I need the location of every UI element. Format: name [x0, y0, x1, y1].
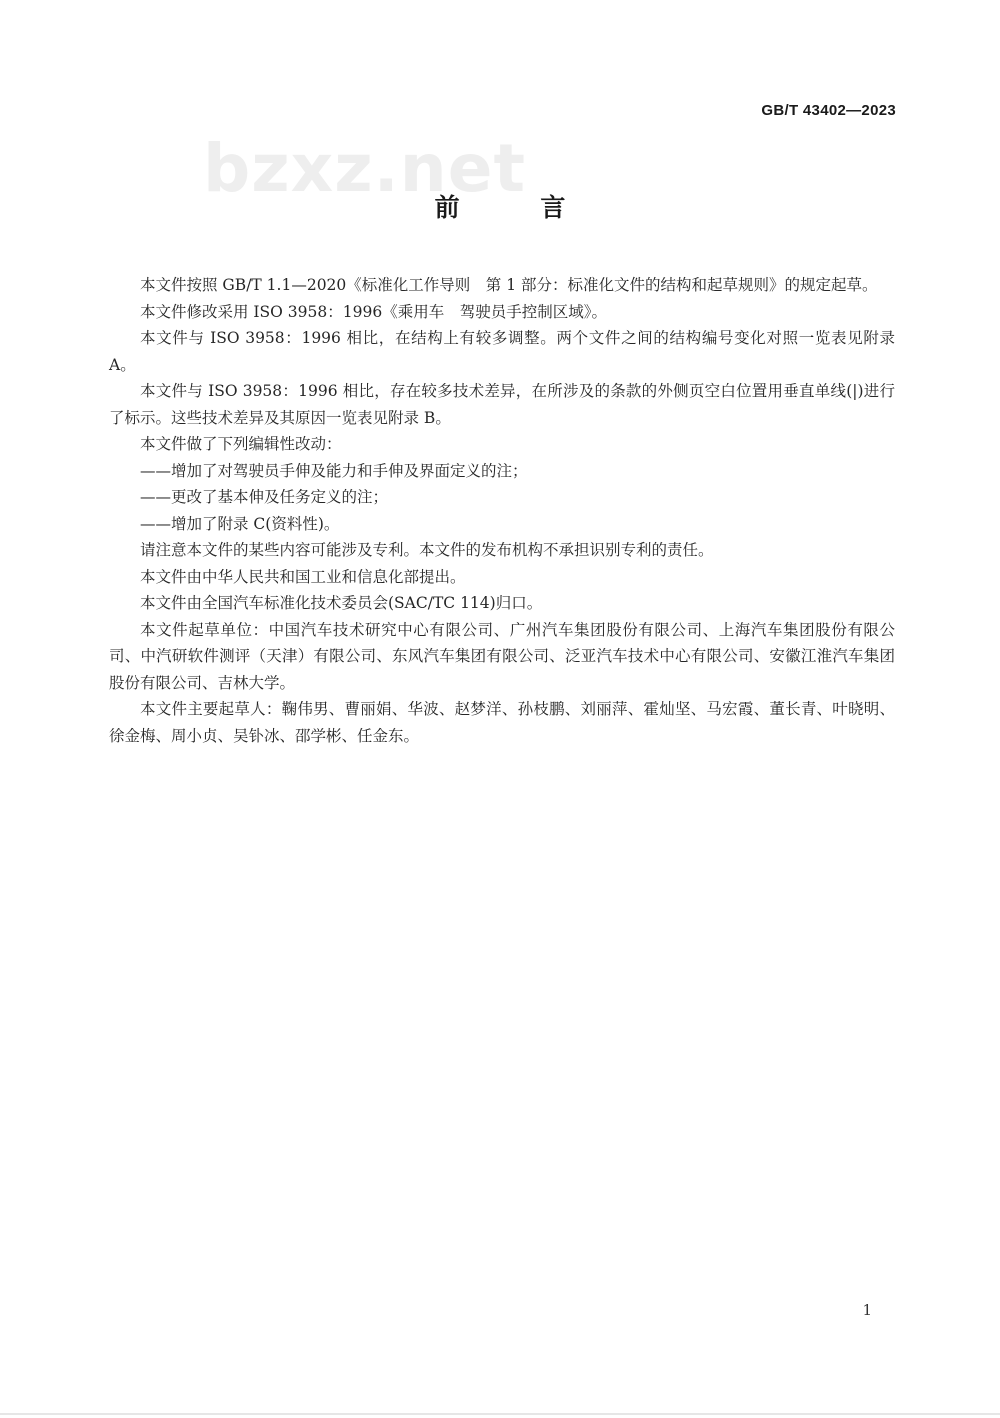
paragraph-structure-changes: 本文件与 ISO 3958：1996 相比，在结构上有较多调整。两个文件之间的结构编号变化对照一览表见附录 A。: [109, 329, 896, 374]
paragraph-proposer: 本文件由中华人民共和国工业和信息化部提出。: [140, 567, 466, 586]
page-bottom-edge: [0, 1413, 1000, 1415]
paragraph-drafting-rules: 本文件按照 GB/T 1.1—2020《标准化工作导则 第 1 部分：标准化文件的结构和起草规则》的规定起草。: [140, 276, 878, 294]
watermark: bzxz.net: [203, 130, 527, 207]
paragraph-technical-differences: 本文件与 ISO 3958：1996 相比，存在较多技术差异，在所涉及的条款的外侧页空白位置用垂直单线(|)进行了标示。这些技术差异及其原因一览表见附录 B。: [109, 382, 895, 427]
preface-body: [109, 272, 895, 749]
paragraph-patent-notice: 请注意本文件的某些内容可能涉及专利。本文件的发布机构不承担识别专利的责任。: [140, 541, 714, 559]
list-item: ——更改了基本伸及任务定义的注；: [140, 488, 389, 506]
paragraph-adoption: 本文件修改采用 ISO 3958：1996《乘用车 驾驶员手控制区域》。: [140, 302, 607, 321]
paragraph-drafters: 本文件主要起草人：鞠伟男、曹丽娟、华波、赵梦洋、孙枝鹏、刘丽萍、霍灿坚、马宏霞、董长青、叶晓明、徐金梅、周小贞、吴钋冰、邵学彬、任金东。: [109, 700, 895, 745]
paragraph-drafting-units: 本文件起草单位：中国汽车技术研究中心有限公司、广州汽车集团股份有限公司、上海汽车集团股份有限公司、中汽研软件测评（天津）有限公司、东风汽车集团有限公司、泛亚汽车技术中心有限公司、安徽江淮汽车集团股份有限公司、吉林大学。: [109, 620, 895, 692]
page-number: 1: [862, 1301, 872, 1319]
standard-code: GB/T 43402—2023: [761, 102, 896, 119]
list-item: ——增加了对驾驶员手伸及能力和手伸及界面定义的注；: [140, 461, 528, 480]
paragraph-editorial-changes: 本文件做了下列编辑性改动：: [140, 435, 342, 453]
list-item: ——增加了附录 C(资料性)。: [140, 514, 340, 533]
page-title: 前 言: [434, 193, 602, 222]
paragraph-committee: 本文件由全国汽车标准化技术委员会(SAC/TC 114)归口。: [140, 594, 543, 612]
